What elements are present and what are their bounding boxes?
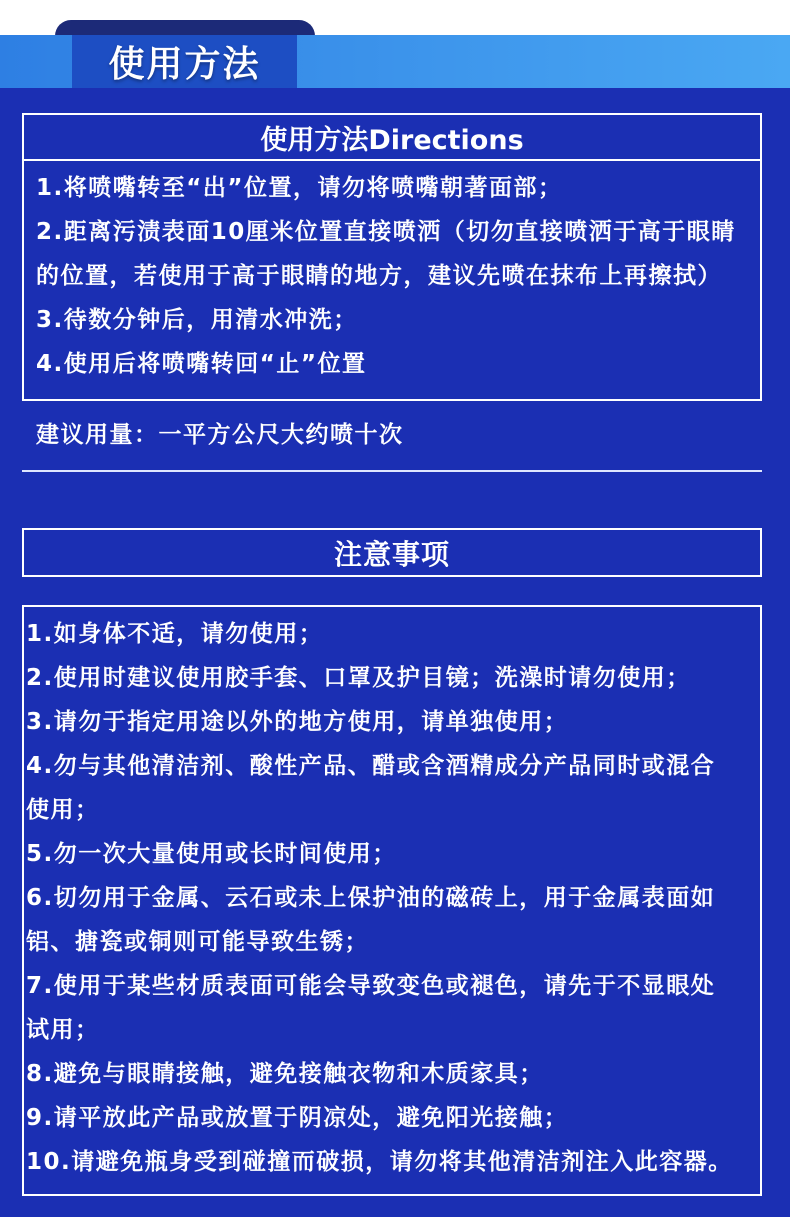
direction-step-1: 1.将喷嘴转至“出”位置，请勿将喷嘴朝著面部； — [36, 175, 563, 201]
banner-title: 使用方法 — [72, 35, 297, 88]
precaution-item-6: 6.切勿用于金属、云石或未上保护油的磁砖上，用于金属表面如 — [26, 885, 716, 911]
precautions-box — [22, 605, 762, 1196]
directions-heading: 使用方法Directions — [24, 115, 760, 161]
precaution-item-4: 4.勿与其他清洁剂、酸性产品、醋或含酒精成分产品同时或混合 — [26, 753, 716, 779]
direction-step-2: 2.距离污渍表面10厘米位置直接喷洒（切勿直接喷洒于高于眼睛 — [36, 219, 736, 245]
precaution-item-6-cont: 铝、搪瓷或铜则可能导致生锈； — [26, 929, 369, 955]
direction-step-3: 3.待数分钟后，用清水冲洗； — [36, 307, 358, 333]
precaution-item-7: 7.使用于某些材质表面可能会导致变色或褪色，请先于不显眼处 — [26, 973, 716, 999]
direction-step-4: 4.使用后将喷嘴转回“止”位置 — [36, 351, 367, 377]
precaution-item-9: 9.请平放此产品或放置于阴凉处，避免阳光接触； — [26, 1105, 569, 1131]
direction-step-2-cont: 的位置，若使用于高于眼睛的地方，建议先喷在抹布上再擦拭） — [36, 263, 722, 289]
precaution-item-10: 10.请避免瓶身受到碰撞而破损，请勿将其他清洁剂注入此容器。 — [26, 1149, 733, 1175]
precaution-item-4-cont: 使用； — [26, 797, 100, 823]
precautions-heading: 注意事项 — [22, 528, 762, 577]
precaution-item-7-cont: 试用； — [26, 1017, 100, 1043]
dosage-recommendation: 建议用量：一平方公尺大约喷十次 — [36, 422, 404, 448]
precaution-item-5: 5.勿一次大量使用或长时间使用； — [26, 841, 397, 867]
directions-box — [22, 113, 762, 401]
section-divider — [22, 470, 762, 472]
directions-steps — [24, 161, 760, 386]
precaution-item-2: 2.使用时建议使用胶手套、口罩及护目镜；洗澡时请勿使用； — [26, 665, 691, 691]
precaution-item-8: 8.避免与眼睛接触，避免接触衣物和木质家具； — [26, 1061, 544, 1087]
precaution-item-3: 3.请勿于指定用途以外的地方使用，请单独使用； — [26, 709, 569, 735]
precaution-item-1: 1.如身体不适，请勿使用； — [26, 621, 324, 647]
